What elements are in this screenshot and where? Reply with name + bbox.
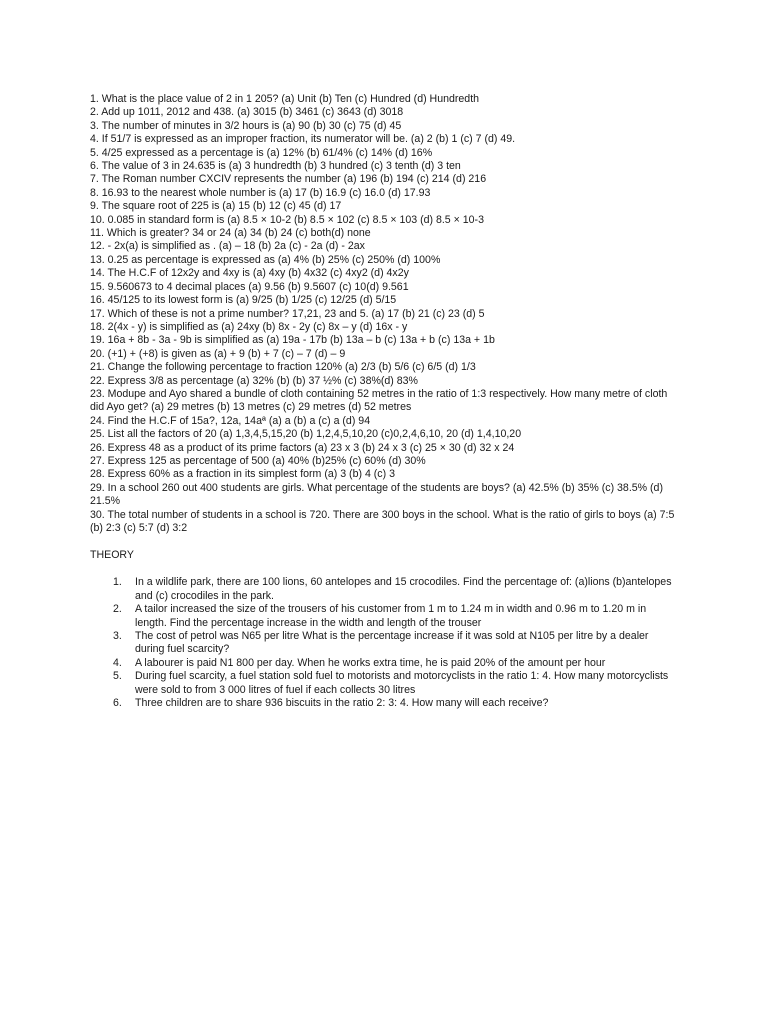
theory-item-number: 2. xyxy=(113,603,122,616)
question-19: 19. 16a + 8b - 3a - 9b is simplified as (a) 19a - 17b (b) 13a – b (c) 13a + b (c) 13a + 1b xyxy=(90,334,495,347)
question-17: 17. Which of these is not a prime number? 17,21, 23 and 5. (a) 17 (b) 21 (c) 23 (d) 5 xyxy=(90,307,485,320)
question-15: 15. 9.560673 to 4 decimal places (a) 9.56 (b) 9.5607 (c) 10(d) 9.561 xyxy=(90,280,409,293)
question-29: 29. In a school 260 out 400 students are girls. What percentage of the students are boys? (a) 42.5% (b) 35% (c) 38.5% (d) 21.5% xyxy=(90,481,663,508)
question-4: 4. If 51/7 is expressed as an improper fraction, its numerator will be. (a) 2 (b) 1 (c) 7 (d) 49. xyxy=(90,133,516,146)
question-14: 14. The H.C.F of 12x2y and 4xy is (a) 4xy (b) 4x32 (c) 4xy2 (d) 4x2y xyxy=(90,267,409,280)
question-12: 12. - 2x(a) is simplified as . (a) – 18 (b) 2a (c) - 2a (d) - 2ax xyxy=(90,240,365,253)
question-22: 22. Express 3/8 as percentage (a) 32% (b) (b) 37 ½% (c) 38%(d) 83% xyxy=(90,374,418,387)
question-24: 24. Find the H.C.F of 15a?, 12a, 14aª (a) a (b) a (c) a (d) 94 xyxy=(90,414,371,427)
question-16: 16. 45/125 to its lowest form is (a) 9/25 (b) 1/25 (c) 12/25 (d) 5/15 xyxy=(90,294,397,307)
theory-item-number: 4. xyxy=(113,656,122,669)
theory-item-text: Three children are to share 936 biscuits in the ratio 2: 3: 4. How many will each receive? xyxy=(135,697,549,710)
theory-item-number: 5. xyxy=(113,670,122,683)
question-23: 23. Modupe and Ayo shared a bundle of cloth containing 52 metres in the ratio of 1:3 respectively. How many metre of cloth did Ayo get? (a) 29 metres (b) 13 metres (c) 29 metres (d) 52 metres xyxy=(90,387,668,414)
question-28: 28. Express 60% as a fraction in its simplest form (a) 3 (b) 4 (c) 3 xyxy=(90,468,395,481)
theory-item-text: A tailor increased the size of the trousers of his customer from 1 m to 1.24 m in width and 0.96 m to 1.20 m in length. Find the percentage increase in the width and length of the trouser xyxy=(135,603,647,629)
question-26: 26. Express 48 as a product of its prime factors (a) 23 x 3 (b) 24 x 3 (c) 25 × 30 (d) 32 x 24 xyxy=(90,441,515,454)
question-21: 21. Change the following percentage to fraction 120% (a) 2/3 (b) 5/6 (c) 6/5 (d) 1/3 xyxy=(90,361,476,374)
question-10: 10. 0.085 in standard form is (a) 8.5 × 10-2 (b) 8.5 × 102 (c) 8.5 × 103 (d) 8.5 × 10-3 xyxy=(90,213,484,226)
question-20: 20. (+1) + (+8) is given as (a) + 9 (b) + 7 (c) – 7 (d) – 9 xyxy=(90,347,346,360)
question-13: 13. 0.25 as percentage is expressed as (a) 4% (b) 25% (c) 250% (d) 100% xyxy=(90,253,441,266)
objective-questions xyxy=(90,93,680,535)
theory-item-text: The cost of petrol was N65 per litre What is the percentage increase if it was sold at N105 per litre by a dealer during fuel scarcity? xyxy=(135,630,649,656)
question-18: 18. 2(4x - y) is simplified as (a) 24xy (b) 8x - 2y (c) 8x – y (d) 16x - y xyxy=(90,320,408,333)
question-3: 3. The number of minutes in 3/2 hours is (a) 90 (b) 30 (c) 75 (d) 45 xyxy=(90,119,402,132)
theory-item xyxy=(90,657,680,670)
theory-item xyxy=(90,576,680,603)
question-5: 5. 4/25 expressed as a percentage is (a) 12% (b) 61/4% (c) 14% (d) 16% xyxy=(90,146,433,159)
theory-item-number: 3. xyxy=(113,630,122,643)
theory-list xyxy=(90,576,680,710)
question-27: 27. Express 125 as percentage of 500 (a) 40% (b)25% (c) 60% (d) 30% xyxy=(90,454,426,467)
theory-item-number: 1. xyxy=(113,576,122,589)
theory-item xyxy=(90,603,680,630)
question-7: 7. The Roman number CXCIV represents the number (a) 196 (b) 194 (c) 214 (d) 216 xyxy=(90,173,487,186)
theory-item xyxy=(90,670,680,697)
theory-heading: THEORY xyxy=(90,549,134,562)
theory-item-number: 6. xyxy=(113,697,122,710)
question-25: 25. List all the factors of 20 (a) 1,3,4,5,15,20 (b) 1,2,4,5,10,20 (c)0,2,4,6,10, 20 (d) 1,4,10,20 xyxy=(90,428,522,441)
theory-item xyxy=(90,630,680,657)
question-30: 30. The total number of students in a school is 720. There are 300 boys in the school. What is the ratio of girls to boys (a) 7:5 (b) 2:3 (c) 5:7 (d) 3:2 xyxy=(90,508,675,534)
question-6: 6. The value of 3 in 24.635 is (a) 3 hundredth (b) 3 hundred (c) 3 tenth (d) 3 ten xyxy=(90,160,461,173)
question-9: 9. The square root of 225 is (a) 15 (b) 12 (c) 45 (d) 17 xyxy=(90,200,342,213)
document-body xyxy=(90,93,680,710)
question-2: 2. Add up 1011, 2012 and 438. (a) 3015 (b) 3461 (c) 3643 (d) 3018 xyxy=(90,106,404,119)
question-8: 8. 16.93 to the nearest whole number is (a) 17 (b) 16.9 (c) 16.0 (d) 17.93 xyxy=(90,186,431,199)
theory-item xyxy=(90,697,680,710)
question-1: 1. What is the place value of 2 in 1 205? (a) Unit (b) Ten (c) Hundred (d) Hundredth xyxy=(90,93,480,105)
theory-item-text: A labourer is paid N1 800 per day. When he works extra time, he is paid 20% of the amount per hour xyxy=(135,656,606,669)
question-11: 11. Which is greater? 34 or 24 (a) 34 (b) 24 (c) both(d) none xyxy=(90,227,371,240)
theory-item-text: During fuel scarcity, a fuel station sold fuel to motorists and motorcyclists in the ratio 1: 4. How many motorcyclists were sold to from 3 000 litres of fuel if each collects 30 litres xyxy=(135,670,669,696)
theory-item-text: In a wildlife park, there are 100 lions, 60 antelopes and 15 crocodiles. Find the percentage of: (a)lions (b)antelopes and (c) crocodiles in the park. xyxy=(135,576,672,602)
